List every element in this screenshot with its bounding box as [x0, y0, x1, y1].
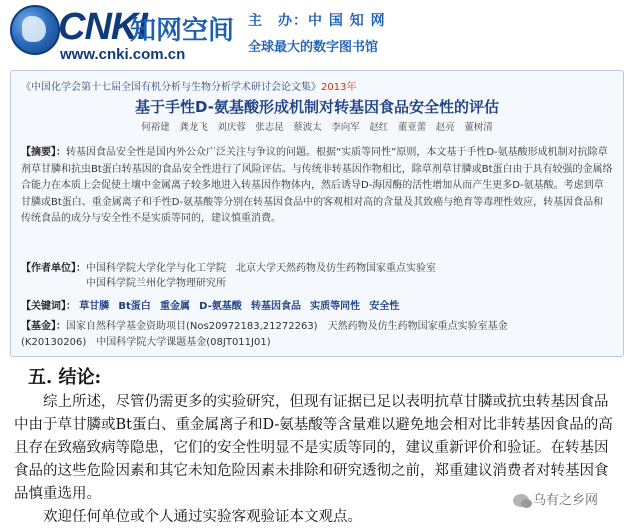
paper-card	[10, 70, 624, 357]
host-text: 主 办：中 国 知 网	[248, 13, 386, 29]
header	[0, 0, 640, 70]
conclusion-paragraph: 欢迎任何单位或个人通过实验客观验证本文观点。	[43, 509, 362, 525]
keyword-link[interactable]: 转基因食品	[250, 301, 301, 312]
source-title[interactable]: 《中国化学会第十七届全国有机分析与生物分析学术研讨会论文集》	[21, 82, 321, 93]
source-year: 2013年	[321, 82, 357, 93]
fund-line-2[interactable]: (K20130206) 中国科学院大学课题基金(08JT011J01)	[21, 337, 271, 348]
keyword-link[interactable]: 安全性	[369, 301, 400, 312]
conclusion-paragraph: 综上所述，尽管仍需更多的实验研究，但现有证据已足以表明抗草甘膦或抗虫转基因食品中由于草甘膦或Bt蛋白、重金属离子和D-氨基酸等含量难以避免地会相对比非转基因食品的高且存在致癌致病等隐患，它们的安全性明显不是实质等同的，建议重新评价和验证。在转基因食品的这些危险因素和其它未知危险因素未排除和研究透彻之前，郑重建议消费者对转基因食品慎重选用。	[14, 394, 613, 502]
site-url: www.cnki.com.cn	[60, 46, 186, 63]
fund-label: 【基金】：	[21, 321, 66, 332]
paper-title: 基于手性D-氨基酸形成机制对转基因食品安全性的评估	[135, 98, 499, 116]
keyword-link[interactable]: Bt蛋白	[118, 301, 151, 312]
conclusion-body	[14, 391, 614, 529]
globe-logo-icon	[10, 5, 60, 55]
keyword-link[interactable]: D-氨基酸	[199, 301, 242, 312]
keywords-label: 【关键词】：	[21, 301, 76, 312]
keyword-link[interactable]: 重金属	[159, 301, 190, 312]
slogan-text: 全球最大的数字图书馆	[248, 40, 379, 55]
affiliation-line-1[interactable]: 中国科学院大学化学与化工学院 北京大学天然药物及仿生药物国家重点实验室	[86, 263, 436, 274]
watermark	[513, 489, 598, 508]
abstract-label: 【摘要】：	[21, 147, 66, 158]
conclusion-heading: 五. 结论:	[28, 367, 102, 388]
wechat-icon	[513, 494, 529, 507]
affiliation-line-2[interactable]: 中国科学院兰州化学物理研究所	[86, 278, 226, 289]
logo-cn-text: 知网空间	[130, 16, 235, 46]
keywords-block	[21, 299, 613, 314]
abstract-block	[21, 145, 613, 228]
logo-text: CNKI	[58, 6, 147, 48]
keyword-link[interactable]: 实质等同性	[310, 301, 361, 312]
fund-block	[21, 319, 613, 351]
fund-line-1[interactable]: 国家自然科学基金资助项目(Nos20972183,21272263) 天然药物及仿生药物国家重点实验室基金	[66, 321, 508, 332]
source-line	[21, 78, 356, 93]
affiliation-label: 【作者单位】：	[21, 263, 86, 274]
keyword-link[interactable]: 草甘膦	[79, 301, 110, 312]
affiliation-block	[21, 261, 613, 291]
abstract-text: 转基因食品安全性是国内外公众广泛关注与争议的问题。根据“实质等同性”原则，本文基于手性D-氨基酸形成机制对抗除草剂草甘膦和抗虫Bt蛋白转基因的食品安全性进行了风险评估。与传统非转基因作物相比，除草剂草甘膦或Bt蛋白由于具有较强的金属络合能力在本质上会促使土壤中金属离子较多地进入转基因作物体内，然后诱导D-海因酶的活性增加从而产生更多D-氨基酸。考虑到草甘膦或Bt蛋白、重金属离子和手性D-氨基酸等分别在转基因食品中的客观相对高的含量及其致癌与绝育等毒理性效应，转基因食品和传统食品的成分与安全性不是实质等同的，建议慎重消费。	[21, 147, 613, 224]
author-list[interactable]: 何裕建 龚龙飞 刘庆蓉 张志昆 蔡波太 李向军 赵红 董亚蕾 赵亮 董树清	[141, 122, 493, 133]
watermark-text: 乌有之乡网	[533, 493, 599, 508]
